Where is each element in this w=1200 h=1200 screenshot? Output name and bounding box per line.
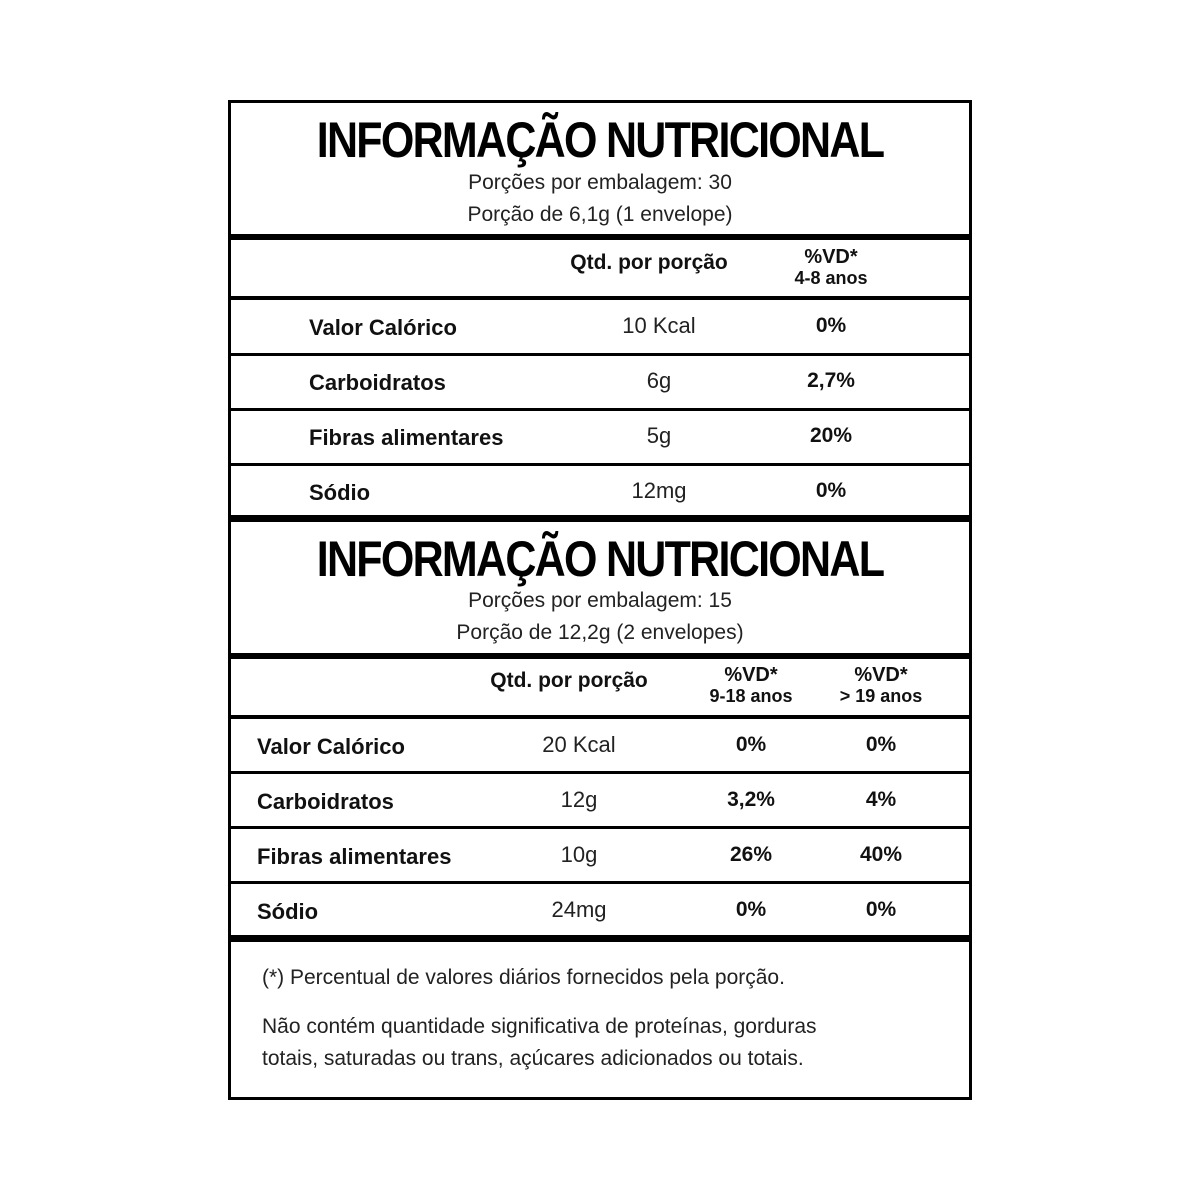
divider-thick bbox=[231, 935, 969, 942]
divider bbox=[231, 715, 969, 719]
table2-row-vd2: 0% bbox=[865, 733, 897, 756]
table1-row-qty: 6g bbox=[646, 368, 672, 393]
table1-row-label: Valor Calórico bbox=[309, 315, 457, 340]
table2-header-qty: Qtd. por porção bbox=[490, 669, 648, 692]
table2-row-qty: 20 Kcal bbox=[542, 732, 616, 757]
divider-thick bbox=[231, 234, 969, 240]
nutrition-label bbox=[228, 100, 972, 1100]
row-divider bbox=[231, 408, 969, 411]
table2-row-label: Sódio bbox=[257, 899, 319, 924]
table2-row-qty: 12g bbox=[560, 787, 598, 812]
table2-row-vd1: 26% bbox=[729, 843, 773, 866]
table1-header-vd-label: %VD* bbox=[804, 246, 858, 268]
divider bbox=[231, 296, 969, 300]
table1-header-vd-age: 4-8 anos bbox=[794, 268, 868, 288]
table2-serving-size: Porção de 12,2g (2 envelopes) bbox=[456, 621, 744, 644]
table2-row-vd2: 4% bbox=[865, 788, 897, 811]
table1-header-vd bbox=[771, 247, 891, 287]
table1-row-vd: 0% bbox=[815, 314, 847, 337]
table2-row-qty: 24mg bbox=[551, 897, 607, 922]
table1-title: INFORMAÇÃO NUTRICIONAL bbox=[316, 112, 884, 168]
table2-row-vd1: 3,2% bbox=[727, 788, 775, 811]
row-divider bbox=[231, 463, 969, 466]
table1-row-qty: 12mg bbox=[631, 478, 687, 503]
row-divider bbox=[231, 771, 969, 774]
table2-row-qty: 10g bbox=[560, 842, 598, 867]
row-divider bbox=[231, 353, 969, 356]
table1-row-qty: 5g bbox=[646, 423, 672, 448]
table2-row-label: Fibras alimentares bbox=[257, 844, 452, 869]
row-divider bbox=[231, 881, 969, 884]
table2-header-vd1-age: 9-18 anos bbox=[709, 686, 793, 706]
footnote-not-significant-line2: totais, saturadas ou trans, açúcares adicionados ou totais. bbox=[262, 1047, 804, 1070]
table2-servings-per-package: Porções por embalagem: 15 bbox=[468, 589, 732, 612]
table1-header-qty: Qtd. por porção bbox=[570, 251, 728, 274]
table2-header-vd2-label: %VD* bbox=[854, 664, 908, 686]
footnote-not-significant-line1: Não contém quantidade significativa de proteínas, gorduras bbox=[262, 1015, 817, 1038]
table1-row-qty: 10 Kcal bbox=[622, 313, 696, 338]
table2-title: INFORMAÇÃO NUTRICIONAL bbox=[316, 531, 884, 587]
row-divider bbox=[231, 826, 969, 829]
table1-row-vd: 0% bbox=[815, 479, 847, 502]
table2-row-vd2: 0% bbox=[865, 898, 897, 921]
footnote-daily-values: (*) Percentual de valores diários fornecidos pela porção. bbox=[262, 966, 785, 989]
table1-row-label: Sódio bbox=[309, 480, 371, 505]
table2-header-vd1 bbox=[691, 665, 811, 705]
table2-row-vd1: 0% bbox=[735, 733, 767, 756]
divider-thick bbox=[231, 653, 969, 659]
divider-thick bbox=[231, 515, 969, 522]
table2-row-vd2: 40% bbox=[859, 843, 903, 866]
table2-header-vd1-label: %VD* bbox=[724, 664, 778, 686]
table2-row-label: Valor Calórico bbox=[257, 734, 405, 759]
table2-header-vd2-age: > 19 anos bbox=[839, 686, 923, 706]
table2-row-vd1: 0% bbox=[735, 898, 767, 921]
table1-row-label: Carboidratos bbox=[309, 370, 446, 395]
table1-row-vd: 2,7% bbox=[807, 369, 855, 392]
table1-row-vd: 20% bbox=[809, 424, 853, 447]
table1-row-label: Fibras alimentares bbox=[309, 425, 504, 450]
table2-header-vd2 bbox=[821, 665, 941, 705]
table2-row-label: Carboidratos bbox=[257, 789, 394, 814]
table1-servings-per-package: Porções por embalagem: 30 bbox=[468, 171, 732, 194]
table1-serving-size: Porção de 6,1g (1 envelope) bbox=[467, 203, 733, 226]
